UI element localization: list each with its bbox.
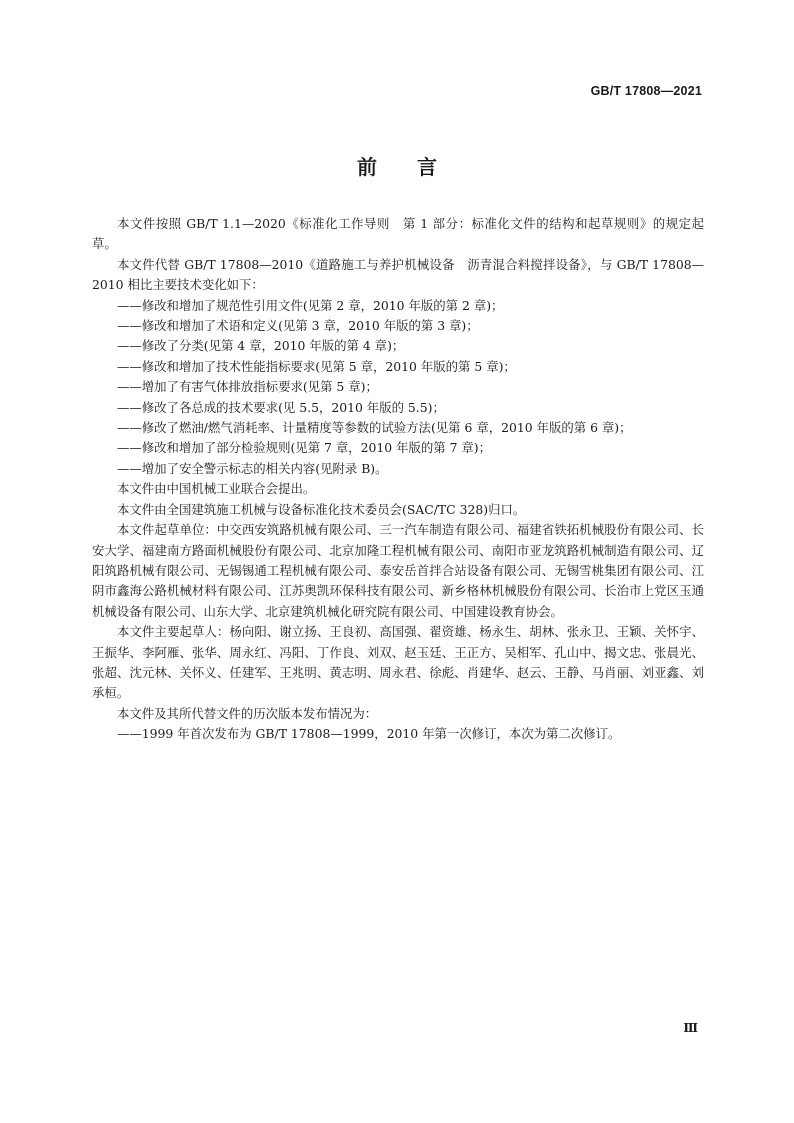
change-item: ——修改了燃油/燃气消耗率、计量精度等参数的试验方法(见第 6 章，2010 年版的第 6 章)； xyxy=(117,420,632,436)
change-item: ——增加了有害气体排放指标要求(见第 5 章)； xyxy=(117,379,378,395)
paragraph-drafting-units: 本文件起草单位：中交西安筑路机械有限公司、三一汽车制造有限公司、福建省铁拓机械股份有限公司、长安大学、福建南方路面机械股份有限公司、北京加隆工程机械有限公司、南阳市亚龙筑路机械制造有限公司、辽阳筑路机械有限公司、无锡锡通工程机械有限公司、泰安岳首拌合站设备有限公司、无锡雪桃集团有限公司、江阴市鑫海公路机械材料有限公司、江苏奥凯环保科技有限公司、新乡格林机械股份有限公司、长治市上党区玉通机械设备有限公司、山东大学、北京建筑机械化研究院有限公司、中国建设教育协会。 xyxy=(92,522,704,619)
page-title: 前 言 xyxy=(357,155,437,179)
change-item: ——修改了各总成的技术要求(见 5.5，2010 年版的 5.5)； xyxy=(117,399,445,415)
change-item: ——修改和增加了技术性能指标要求(见第 5 章，2010 年版的第 5 章)； xyxy=(117,358,516,374)
change-item: ——修改和增加了术语和定义(见第 3 章，2010 年版的第 3 章)； xyxy=(117,318,479,334)
paragraph-drafting-rule: 本文件按照 GB/T 1.1—2020《标准化工作导则 第 1 部分：标准化文件的结构和起草规则》的规定起草。 xyxy=(92,216,704,252)
paragraph-replacement: 本文件代替 GB/T 17808—2010《道路施工与养护机械设备 沥青混合料搅拌设备》，与 GB/T 17808—2010 相比主要技术变化如下： xyxy=(92,256,704,293)
document-body xyxy=(92,214,704,745)
change-item: ——修改了分类(见第 4 章，2010 年版的第 4 章)； xyxy=(117,338,405,354)
paragraph-committee: 本文件由全国建筑施工机械与设备标准化技术委员会(SAC/TC 328)归口。 xyxy=(117,501,526,517)
paragraph-drafters: 本文件主要起草人：杨向阳、谢立扬、王良初、高国强、翟资雄、杨永生、胡林、张永卫、王颖、关怀宇、王振华、李阿雁、张华、周永红、冯阳、丁作良、刘双、赵玉廷、王正方、吴相军、孔山中、揭文忠、张晨光、张超、沈元林、关怀义、任建军、王兆明、黄志明、周永君、徐彪、肖建华、赵云、王静、马肖丽、刘亚鑫、刘承桓。 xyxy=(92,624,704,701)
change-item: ——修改和增加了规范性引用文件(见第 2 章，2010 年版的第 2 章)； xyxy=(117,297,504,313)
change-item: ——增加了安全警示标志的相关内容(见附录 B)。 xyxy=(117,460,388,476)
page-number: Ⅲ xyxy=(683,1021,698,1035)
change-item: ——修改和增加了部分检验规则(见第 7 章，2010 年版的第 7 章)； xyxy=(117,440,492,456)
history-item: ——1999 年首次发布为 GB/T 17808—1999，2010 年第一次修订，本次为第二次修订。 xyxy=(117,726,621,742)
paragraph-proposer: 本文件由中国机械工业联合会提出。 xyxy=(117,481,316,497)
document-code: GB/T 17808—2021 xyxy=(590,84,702,98)
paragraph-history-intro: 本文件及其所代替文件的历次版本发布情况为： xyxy=(117,705,378,721)
